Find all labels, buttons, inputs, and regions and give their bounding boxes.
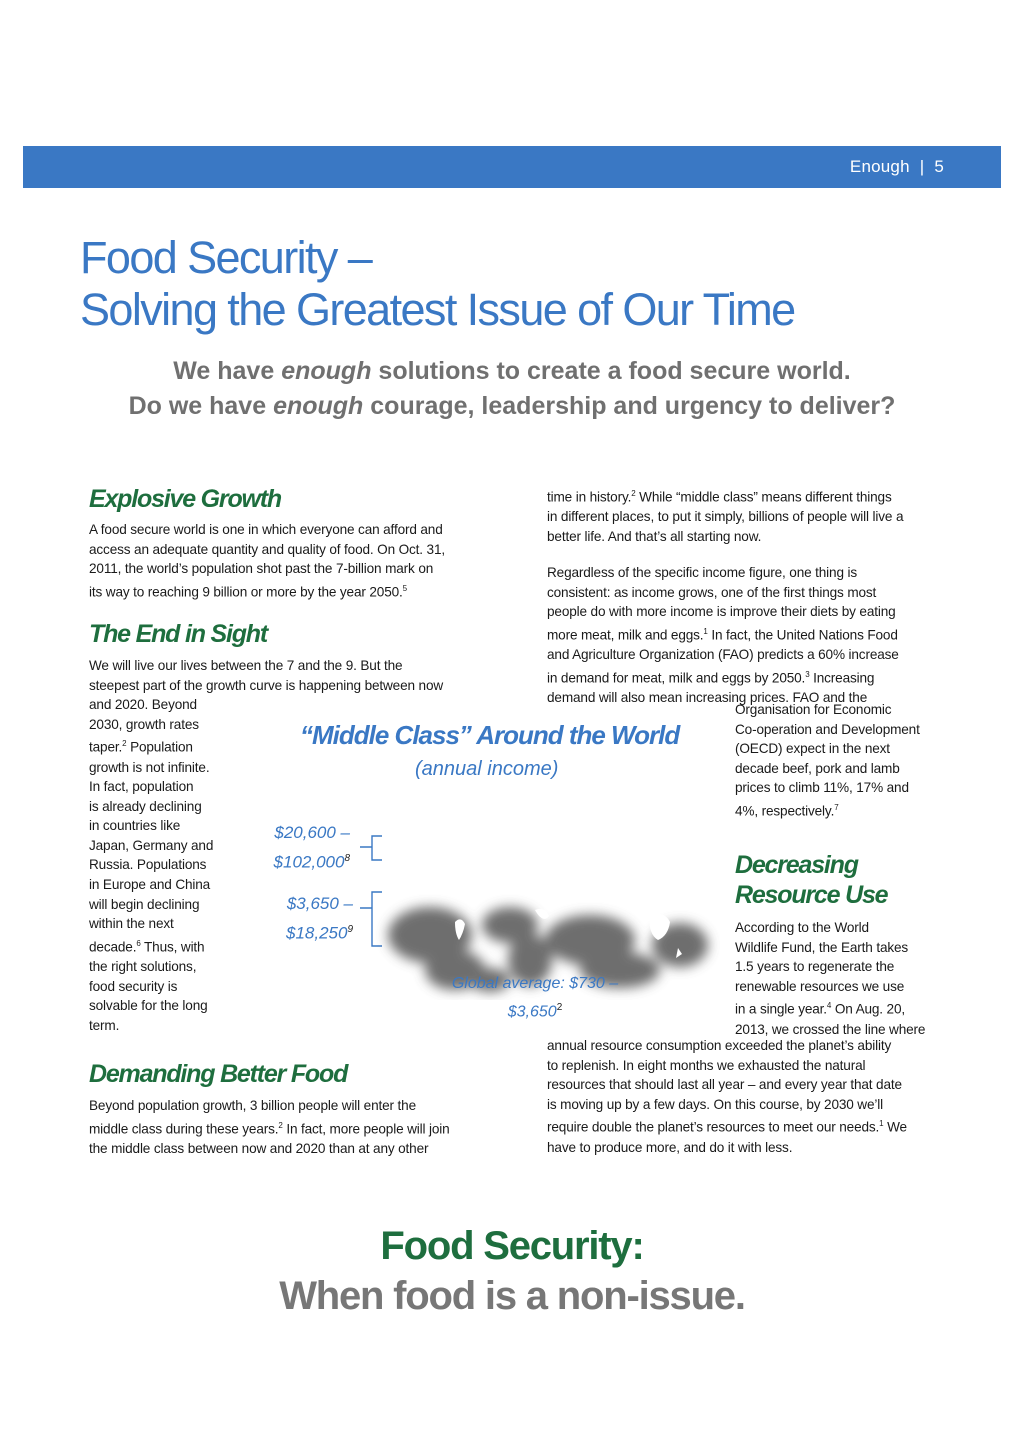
text-line: term. bbox=[89, 1017, 120, 1033]
header-band bbox=[23, 146, 1001, 188]
range-value: $102,000 bbox=[273, 852, 345, 872]
text-span: middle class during these years. bbox=[89, 1121, 279, 1137]
footnote-ref: 2 bbox=[278, 1120, 283, 1130]
text-span: On Aug. 20, bbox=[831, 1001, 906, 1017]
text-line: In fact, population bbox=[89, 779, 194, 795]
text-line: people do with more income is improve their diets by eating bbox=[547, 604, 896, 620]
text-span: in a single year. bbox=[735, 1001, 827, 1017]
footnote-ref: 2 bbox=[122, 739, 127, 749]
text-span: In fact, the United Nations Food bbox=[707, 627, 898, 643]
bracket-high bbox=[360, 836, 382, 860]
text-line: growth is not infinite. bbox=[89, 759, 210, 775]
footnote-ref: 9 bbox=[347, 924, 353, 935]
heading-explosive-growth: Explosive Growth bbox=[89, 485, 281, 513]
text-line bbox=[547, 665, 899, 688]
text-line: annual resource consumption exceeded the planet’s ability bbox=[547, 1038, 892, 1053]
text-line: have to produce more, and do it with less. bbox=[547, 1139, 793, 1155]
text-span: decade. bbox=[89, 939, 137, 955]
text-line: demand will also mean increasing prices. FAO and the bbox=[547, 689, 868, 705]
text-line: 2030, growth rates bbox=[89, 716, 199, 732]
text-line: in Europe and China bbox=[89, 877, 211, 893]
text-line: is moving up by a few days. On this course, by 2030 we’ll bbox=[547, 1096, 883, 1112]
tagline bbox=[0, 354, 1024, 424]
text-line bbox=[735, 996, 925, 1019]
page-number: 5 bbox=[934, 157, 944, 176]
footnote-ref: 1 bbox=[879, 1119, 884, 1129]
range-value: $18,250 bbox=[285, 923, 348, 943]
text-span: require double the planet’s resources to meet our needs. bbox=[547, 1119, 880, 1135]
range-value: $3,650 bbox=[507, 1003, 557, 1021]
text-line: 2011, the world’s population shot past the 7-billion mark on bbox=[89, 561, 434, 577]
explosive-growth-text bbox=[89, 520, 445, 602]
text-line bbox=[735, 798, 920, 821]
text-line: Organisation for Economic bbox=[735, 702, 892, 717]
text-line: Japan, Germany and bbox=[89, 837, 214, 853]
text-line: prices to climb 11%, 17% and bbox=[735, 780, 909, 796]
tagline-line-1 bbox=[0, 354, 1024, 389]
footnote-ref: 5 bbox=[402, 583, 407, 593]
text-line: better life. And that’s all starting now. bbox=[547, 528, 762, 544]
footnote-ref: 6 bbox=[136, 938, 141, 948]
range-line bbox=[245, 917, 353, 947]
text-span: We bbox=[883, 1119, 907, 1135]
footnote-ref: 2 bbox=[631, 489, 636, 498]
tagline-text: We have bbox=[173, 357, 282, 385]
text-line bbox=[547, 622, 899, 645]
text-span: Thus, with bbox=[140, 939, 205, 955]
heading-line: Decreasing bbox=[735, 851, 858, 879]
income-range-mid bbox=[245, 891, 353, 947]
footnote-ref: 8 bbox=[344, 853, 350, 864]
text-line: solvable for the long bbox=[89, 998, 208, 1014]
text-line: within the next bbox=[89, 916, 174, 932]
diet-income-text bbox=[547, 563, 899, 707]
footnote-ref: 2 bbox=[556, 1002, 563, 1013]
text-span: Increasing bbox=[809, 670, 875, 686]
text-line bbox=[547, 484, 903, 507]
text-line: consistent: as income grows, one of the first things most bbox=[547, 584, 877, 600]
text-line: Russia. Populations bbox=[89, 857, 207, 873]
text-line: the right solutions, bbox=[89, 958, 197, 974]
text-line: and Agriculture Organization (FAO) predicts a 60% increase bbox=[547, 646, 899, 662]
resource-use-text-wide bbox=[547, 1036, 907, 1157]
text-line bbox=[89, 579, 445, 602]
title-line-2: Solving the Greatest Issue of Our Time bbox=[80, 284, 795, 335]
page-title bbox=[80, 232, 795, 336]
text-line: Co-operation and Development bbox=[735, 721, 920, 737]
text-line: is already declining bbox=[89, 798, 202, 814]
heading-line: Resource Use bbox=[735, 881, 888, 909]
text-span: 4%, respectively. bbox=[735, 803, 835, 819]
text-line: access an adequate quantity and quality of food. On Oct. 31, bbox=[89, 541, 446, 557]
text-line: Regardless of the specific income figure, one thing is bbox=[547, 565, 858, 580]
text-line: and 2020. Beyond bbox=[89, 697, 197, 713]
closing-headline: Food Security: bbox=[380, 1224, 644, 1268]
tagline-text: courage, leadership and urgency to deliver? bbox=[363, 392, 896, 420]
range-line: $3,650 – bbox=[286, 894, 353, 913]
range-line: Global average: $730 – bbox=[451, 975, 619, 992]
text-line: Beyond population growth, 3 billion people will enter the bbox=[89, 1098, 416, 1113]
text-line bbox=[547, 1114, 907, 1137]
text-span: In fact, more people will join bbox=[282, 1121, 450, 1137]
resource-use-text-narrow bbox=[735, 918, 925, 1039]
footnote-ref: 3 bbox=[805, 669, 810, 679]
footnote-ref: 1 bbox=[703, 626, 708, 636]
text-line: in countries like bbox=[89, 818, 181, 834]
tagline-text: Do we have bbox=[128, 392, 274, 420]
text-line: to replenish. In eight months we exhausted the natural bbox=[547, 1057, 866, 1073]
heading-decreasing-resource-use bbox=[735, 850, 887, 910]
map-subtitle: (annual income) bbox=[415, 758, 559, 780]
heading-demanding-better-food: Demanding Better Food bbox=[89, 1060, 348, 1088]
demanding-better-food-text bbox=[89, 1096, 450, 1158]
text-line: in different places, to put it simply, billions of people will live a bbox=[547, 509, 904, 525]
text-line: 2013, we crossed the line where bbox=[735, 1021, 926, 1037]
text-line: steepest part of the growth curve is happening between now bbox=[89, 677, 444, 693]
middle-class-text bbox=[547, 484, 903, 546]
text-line: 1.5 years to regenerate the bbox=[735, 959, 895, 975]
global-average-label bbox=[420, 972, 650, 1024]
tagline-emphasis: enough bbox=[273, 392, 364, 420]
closing-subheadline: When food is a non-issue. bbox=[279, 1274, 745, 1318]
title-line-1: Food Security – bbox=[80, 232, 372, 283]
section-name: Enough bbox=[849, 157, 910, 176]
range-line bbox=[245, 846, 350, 876]
text-line: We will live our lives between the 7 and the 9. But the bbox=[89, 658, 403, 673]
text-line: (OECD) expect in the next bbox=[735, 741, 890, 757]
tagline-emphasis: enough bbox=[281, 357, 372, 385]
text-span: Population bbox=[126, 739, 193, 755]
text-span: time in history. bbox=[547, 489, 632, 505]
text-line: Wildlife Fund, the Earth takes bbox=[735, 939, 909, 955]
text-span: its way to reaching 9 billion or more by the year 2050. bbox=[89, 584, 403, 600]
text-span: more meat, milk and eggs. bbox=[547, 627, 704, 643]
map-title: “Middle Class” Around the World bbox=[300, 720, 680, 750]
range-line: $20,600 – bbox=[274, 823, 350, 842]
text-line: will begin declining bbox=[89, 896, 200, 912]
running-header bbox=[850, 157, 944, 177]
text-line: A food secure world is one in which everyone can afford and bbox=[89, 522, 443, 537]
text-line: According to the World bbox=[735, 920, 869, 935]
oecd-text bbox=[735, 700, 920, 821]
text-span: in demand for meat, milk and eggs by 2050. bbox=[547, 670, 806, 686]
tagline-line-2 bbox=[0, 389, 1024, 424]
bracket-mid bbox=[360, 892, 382, 946]
footnote-ref: 7 bbox=[834, 802, 839, 812]
text-line: food security is bbox=[89, 978, 178, 994]
text-span: While “middle class” means different things bbox=[635, 489, 892, 505]
footnote-ref: 4 bbox=[826, 1001, 832, 1011]
text-span: taper. bbox=[89, 739, 123, 755]
range-line bbox=[420, 996, 650, 1024]
heading-end-in-sight: The End in Sight bbox=[89, 620, 268, 648]
text-line: the middle class between now and 2020 than at any other bbox=[89, 1140, 429, 1156]
tagline-text: solutions to create a food secure world. bbox=[371, 357, 851, 385]
income-range-high bbox=[245, 820, 350, 876]
text-line bbox=[89, 1116, 450, 1139]
header-separator: | bbox=[919, 157, 925, 176]
text-line: resources that should last all year – and every year that date bbox=[547, 1077, 902, 1093]
text-line: renewable resources we use bbox=[735, 978, 905, 994]
text-line: decade beef, pork and lamb bbox=[735, 760, 900, 776]
